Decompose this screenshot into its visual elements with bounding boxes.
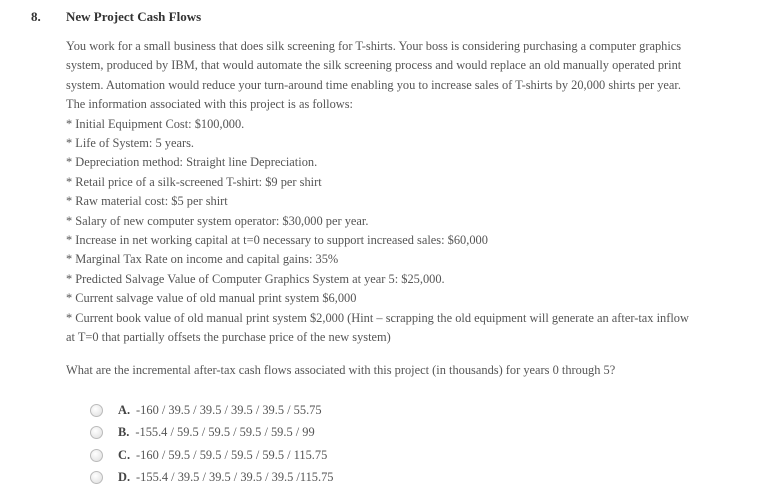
fact-item: * Life of System: 5 years. bbox=[66, 136, 195, 151]
option-c[interactable] bbox=[90, 444, 334, 467]
fact-item: * Raw material cost: $5 per shirt bbox=[66, 194, 228, 209]
radio-button[interactable] bbox=[90, 449, 103, 462]
fact-item: * Retail price of a silk-screened T-shirt: $9 per shirt bbox=[66, 174, 322, 189]
fact-item: * Salary of new computer system operator: $30,000 per year. bbox=[66, 213, 369, 228]
question-number: 8. bbox=[31, 9, 41, 24]
radio-button[interactable] bbox=[90, 404, 103, 417]
fact-item: * Marginal Tax Rate on income and capital gains: 35% bbox=[66, 252, 339, 267]
question-body bbox=[66, 37, 689, 348]
option-text: -160 / 39.5 / 39.5 / 39.5 / 39.5 / 55.75 bbox=[136, 402, 322, 417]
fact-item: * Current salvage value of old manual print system $6,000 bbox=[66, 291, 357, 306]
radio-button[interactable] bbox=[90, 426, 103, 439]
intro-line: You work for a small business that does silk screening for T-shirts. Your boss is considering purchasing a computer graphics bbox=[66, 39, 682, 53]
fact-item: * Current book value of old manual print system $2,000 (Hint – scrapping the old equipment will generate an after-tax inflow bbox=[66, 310, 689, 325]
intro-line: system, produced by IBM, that would automate the silk screening process and would replace an old manually operated print bbox=[66, 58, 682, 73]
option-text: -160 / 59.5 / 59.5 / 59.5 / 59.5 / 115.75 bbox=[136, 447, 328, 462]
fact-item: * Depreciation method: Straight line Depreciation. bbox=[66, 155, 318, 170]
option-letter: C. bbox=[118, 447, 131, 462]
radio-button[interactable] bbox=[90, 471, 103, 484]
option-text: -155.4 / 39.5 / 39.5 / 39.5 / 39.5 /115.75 bbox=[136, 470, 334, 485]
option-a[interactable] bbox=[90, 399, 334, 422]
question-title: New Project Cash Flows bbox=[66, 9, 202, 24]
option-letter: D. bbox=[118, 470, 131, 485]
option-letter: B. bbox=[118, 425, 130, 440]
fact-item: at T=0 that partially offsets the purchase price of the new system) bbox=[66, 330, 391, 345]
option-letter: A. bbox=[118, 402, 131, 417]
fact-item: * Predicted Salvage Value of Computer Graphics System at year 5: $25,000. bbox=[66, 271, 445, 286]
option-d[interactable] bbox=[90, 467, 334, 490]
fact-item: * Initial Equipment Cost: $100,000. bbox=[66, 116, 245, 131]
fact-item: * Increase in net working capital at t=0 necessary to support increased sales: $60,000 bbox=[66, 233, 488, 248]
question-prompt: What are the incremental after-tax cash flows associated with this project (in thousands) for years 0 through 5? bbox=[66, 363, 616, 377]
option-text: -155.4 / 59.5 / 59.5 / 59.5 / 59.5 / 99 bbox=[135, 425, 315, 440]
answer-options bbox=[90, 399, 334, 489]
intro-line: system. Automation would reduce your turn-around time enabling you to increase sales of T-shirts by 20,000 shirts per year. bbox=[66, 77, 681, 92]
intro-line: The information associated with this project is as follows: bbox=[66, 97, 353, 112]
option-b[interactable] bbox=[90, 422, 334, 445]
